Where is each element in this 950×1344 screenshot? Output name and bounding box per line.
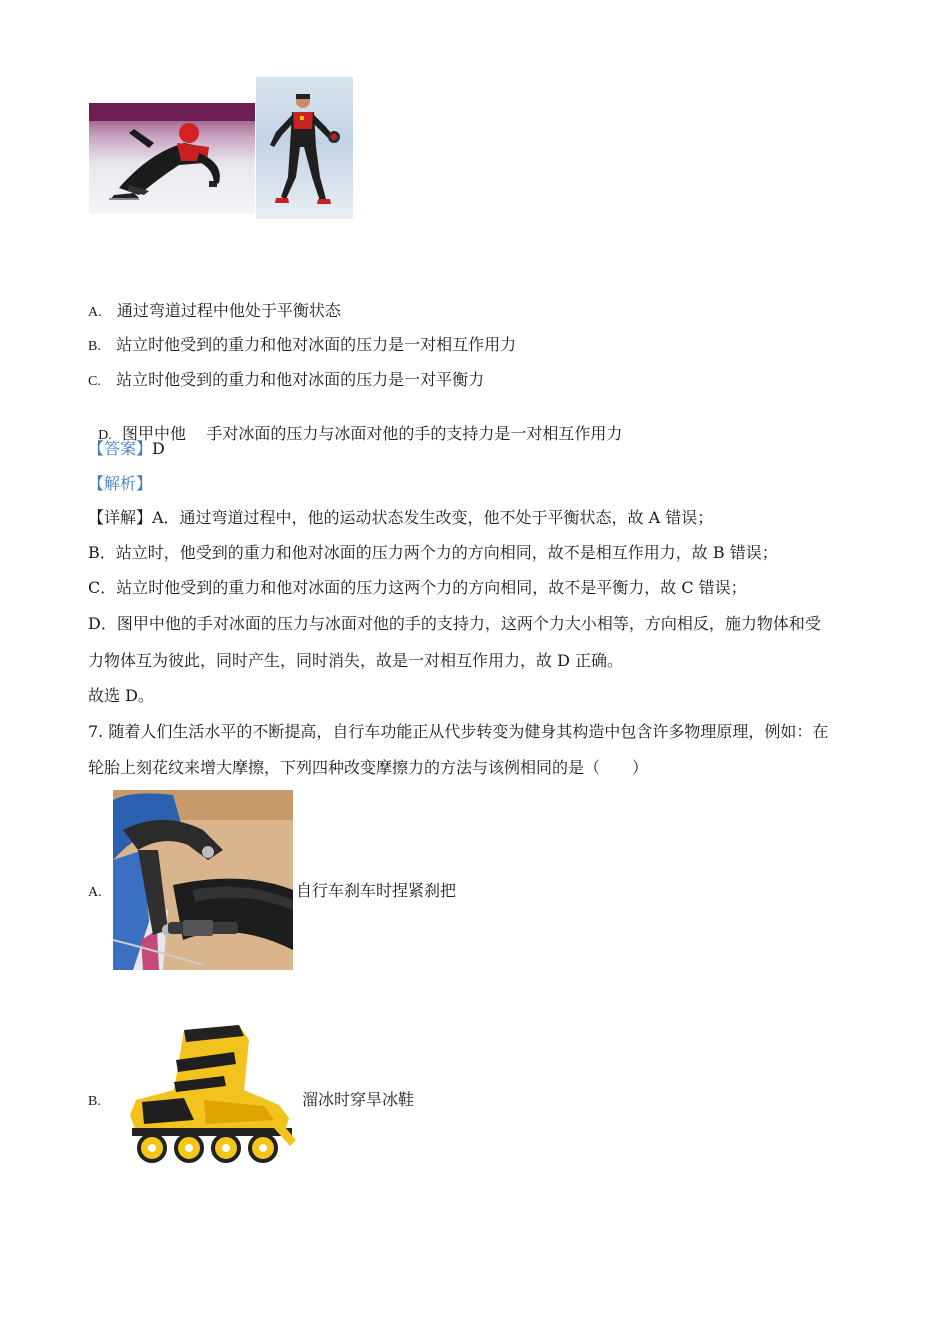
option-d (88, 404, 622, 446)
detail-line-3: C．站立时他受到的重力和他对冰面的压力这两个力的方向相同，故不是平衡力，故 C 错误； (88, 578, 747, 597)
q7-option-b-letter: B. (88, 1094, 101, 1109)
skater-cornering-photo (89, 103, 255, 214)
roller-skate-photo (114, 1020, 298, 1166)
q7-option-b-text: 溜冰时穿旱冰鞋 (302, 1090, 415, 1109)
option-b-text: 站立时他受到的重力和他对冰面的压力是一对相互作用力 (116, 335, 517, 354)
q7-option-a-text: 自行车刹车时捏紧刹把 (296, 881, 457, 900)
bike-brake-photo (113, 790, 293, 970)
answer-label: 【答案】 (88, 439, 153, 458)
option-c-text: 站立时他受到的重力和他对冰面的压力是一对平衡力 (116, 370, 485, 389)
answer-value: D (152, 439, 165, 458)
option-a (88, 301, 341, 323)
option-c-letter: C. (88, 374, 101, 389)
question-7-stem-line-1: 7. 随着人们生活水平的不断提高，自行车功能正从代步转变为健身其构造中包含许多物理原理，例如：在 (88, 722, 829, 741)
detail-line-1: 【详解】A．通过弯道过程中，他的运动状态发生改变，他不处于平衡状态，故 A 错误； (88, 508, 714, 527)
option-b (88, 335, 516, 357)
option-d-letter: D. (98, 428, 112, 443)
option-b-letter: B. (88, 339, 101, 354)
detail-line-4: D．图甲中他的手对冰面的压力与冰面对他的手的支持力，这两个力大小相等，方向相反，施力物体和受 (88, 614, 821, 633)
q7-option-a-letter: A. (88, 885, 102, 900)
analysis-label: 【解析】 (88, 474, 153, 493)
detail-line-5: 力物体互为彼此，同时产生，同时消失，故是一对相互作用力，故 D 正确。 (88, 651, 624, 670)
option-d-text: 图甲中他 手对冰面的压力与冰面对他的手的支持力是一对相互作用力 (121, 424, 623, 443)
option-a-letter: A. (88, 305, 102, 320)
detail-line-6: 故选 D。 (88, 686, 154, 705)
detail-line-2: B．站立时，他受到的重力和他对冰面的压力两个力的方向相同，故不是相互作用力，故 B 错误； (88, 543, 778, 562)
answer-line (88, 439, 165, 459)
skater-standing-photo (256, 77, 353, 219)
option-a-text: 通过弯道过程中他处于平衡状态 (116, 301, 341, 320)
option-c (88, 370, 484, 392)
question-7-stem-line-2: 轮胎上刻花纹来增大摩擦，下列四种改变摩擦力的方法与该例相同的是（ ） (88, 758, 649, 777)
